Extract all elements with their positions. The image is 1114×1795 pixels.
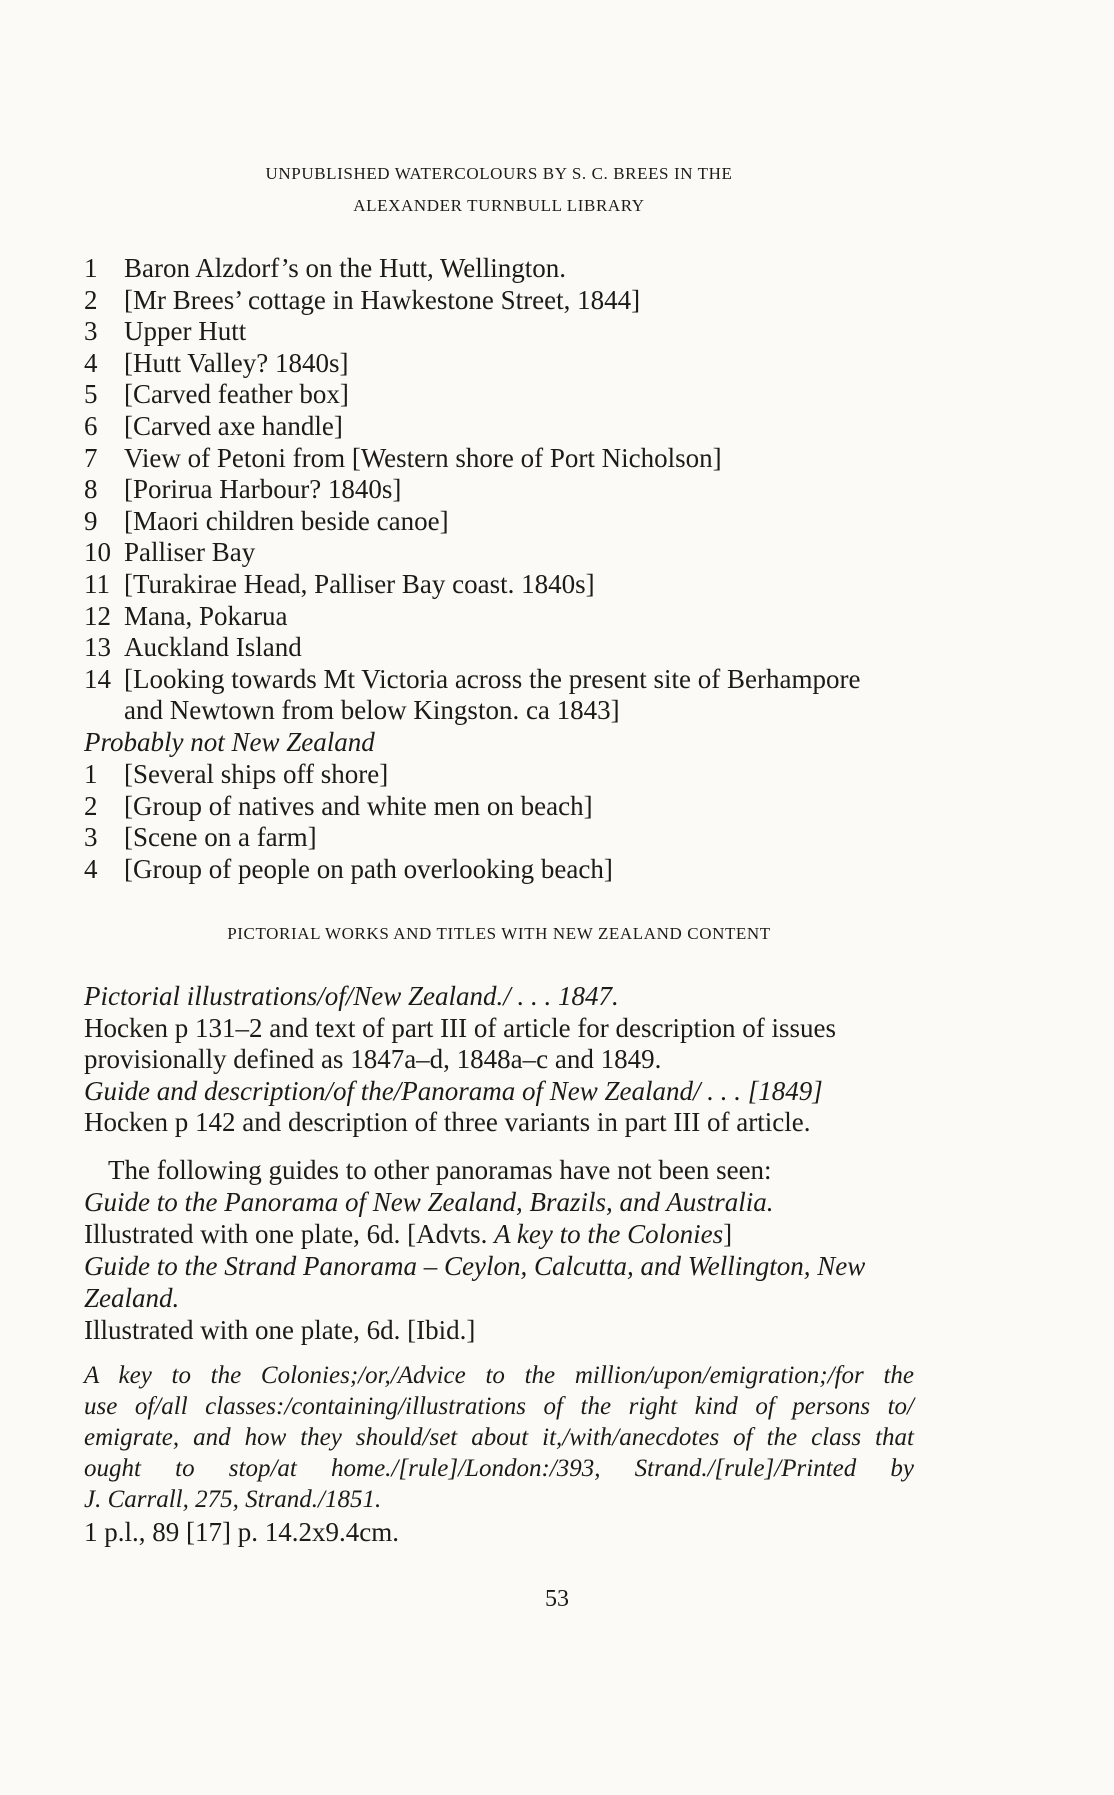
guide-note-ref: A key to the Colonies <box>494 1219 724 1249</box>
item-text: Auckland Island <box>124 632 302 663</box>
item-text: View of Petoni from [Western shore of Port Nicholson] <box>124 442 722 473</box>
item-text: Baron Alzdorf’s on the Hutt, Wellington. <box>124 253 567 283</box>
item-text: [Several ships off shore] <box>124 759 389 789</box>
item-text: Mana, Pokarua <box>124 600 288 631</box>
item-number: 10 <box>84 537 111 568</box>
list-item <box>84 821 914 853</box>
item-text: Palliser Bay <box>124 537 256 568</box>
item-text: [Maori children beside canoe] <box>124 505 449 536</box>
item-number: 7 <box>84 442 98 473</box>
key-title-line: A key to the Colonies;/or,/Advice to the million/upon/emigration;/for the <box>84 1362 914 1389</box>
key-title-line: ought to stop/at home./[rule]/London:/393, Strand./[rule]/Printed by <box>84 1455 914 1482</box>
list-item <box>84 600 914 632</box>
item-number: 6 <box>84 411 98 441</box>
list-item <box>84 568 914 600</box>
list-item <box>84 536 914 568</box>
section-heading-pictorial: PICTORIAL WORKS AND TITLES WITH NEW ZEALAND CONTENT <box>227 924 771 943</box>
item-text: Upper Hutt <box>124 316 247 347</box>
item-text: [Carved feather box] <box>124 379 349 410</box>
guide-title: Guide to the Panorama of New Zealand, Brazils, and Australia. <box>84 1187 774 1217</box>
item-number: 9 <box>84 505 98 536</box>
item-number: 3 <box>84 822 98 853</box>
list-item <box>84 315 914 347</box>
section-heading-watercolours-line1: UNPUBLISHED WATERCOLOURS BY S. C. BREES IN THE <box>265 164 733 183</box>
guide-note: Illustrated with one plate, 6d. [Ibid.] <box>84 1315 476 1345</box>
item-number: 3 <box>84 316 98 347</box>
item-text: [Mr Brees’ cottage in Hawkestone Street, 1844] <box>124 284 641 315</box>
key-title-line: emigrate, and how they should/set about it,/with/anecdotes of the class that <box>84 1424 914 1451</box>
guide-title: Guide to the Strand Panorama – Ceylon, Calcutta, and Wellington, New <box>84 1251 866 1281</box>
item-number: 4 <box>84 853 98 884</box>
paragraph: The following guides to other panoramas have not been seen: <box>108 1155 772 1185</box>
item-number: 1 <box>84 759 98 789</box>
page-number: 53 <box>545 1586 569 1612</box>
list-item <box>84 442 914 474</box>
list-item <box>84 790 914 822</box>
entry-note: Hocken p 142 and description of three variants in part III of article. <box>84 1107 811 1137</box>
collation: 1 p.l., 89 [17] p. 14.2x9.4cm. <box>84 1517 399 1547</box>
key-title-line: J. Carrall, 275, Strand./1851. <box>84 1486 382 1513</box>
list-item <box>84 663 914 695</box>
list-item <box>84 252 914 284</box>
list-item <box>84 631 914 663</box>
item-text: [Group of natives and white men on beach] <box>124 790 593 821</box>
item-text: [Carved axe handle] <box>124 411 343 441</box>
guide-note-close: ] <box>723 1219 733 1249</box>
item-number: 12 <box>84 600 111 631</box>
guide-title: Zealand. <box>84 1283 180 1313</box>
item-number: 8 <box>84 474 98 505</box>
guide-note <box>84 1218 914 1250</box>
item-text: [Hutt Valley? 1840s] <box>124 347 349 378</box>
item-number: 13 <box>84 632 111 663</box>
item-text: [Scene on a farm] <box>124 822 317 853</box>
entry-note: provisionally defined as 1847a–d, 1848a–c and 1849. <box>84 1044 662 1074</box>
item-text: [Turakirae Head, Palliser Bay coast. 1840s] <box>124 569 595 599</box>
guide-note-text: Illustrated with one plate, 6d. [Advts. <box>84 1219 495 1249</box>
item-number: 1 <box>84 253 98 283</box>
item-text: [Group of people on path overlooking beach] <box>124 853 613 884</box>
list-item <box>84 853 914 885</box>
entry-title: Pictorial illustrations/of/New Zealand./ . . . 1847. <box>84 981 619 1011</box>
list-item <box>84 347 914 379</box>
item-text: [Porirua Harbour? 1840s] <box>124 474 402 505</box>
item-number: 14 <box>84 663 111 694</box>
item-number: 2 <box>84 284 98 315</box>
entry-note: Hocken p 131–2 and text of part III of article for description of issues <box>84 1013 837 1043</box>
item-number: 4 <box>84 347 98 378</box>
list-item <box>84 505 914 537</box>
entry-title: Guide and description/of the/Panorama of New Zealand/ . . . [1849] <box>84 1076 823 1106</box>
list-item <box>84 758 914 790</box>
list-item <box>84 473 914 505</box>
item-text: [Looking towards Mt Victoria across the present site of Berhampore <box>124 663 861 694</box>
section-heading-watercolours-line2: ALEXANDER TURNBULL LIBRARY <box>353 196 645 215</box>
key-title-line: use of/all classes:/containing/illustrations of the right kind of persons to/ <box>84 1393 914 1420</box>
probably-not-label: Probably not New Zealand <box>84 727 375 757</box>
item-text-continued: and Newtown from below Kingston. ca 1843] <box>124 695 620 726</box>
item-number: 2 <box>84 790 98 821</box>
item-number: 5 <box>84 379 98 410</box>
list-item <box>84 378 914 410</box>
item-number: 11 <box>84 569 110 599</box>
list-item <box>84 284 914 316</box>
list-item <box>84 410 914 442</box>
